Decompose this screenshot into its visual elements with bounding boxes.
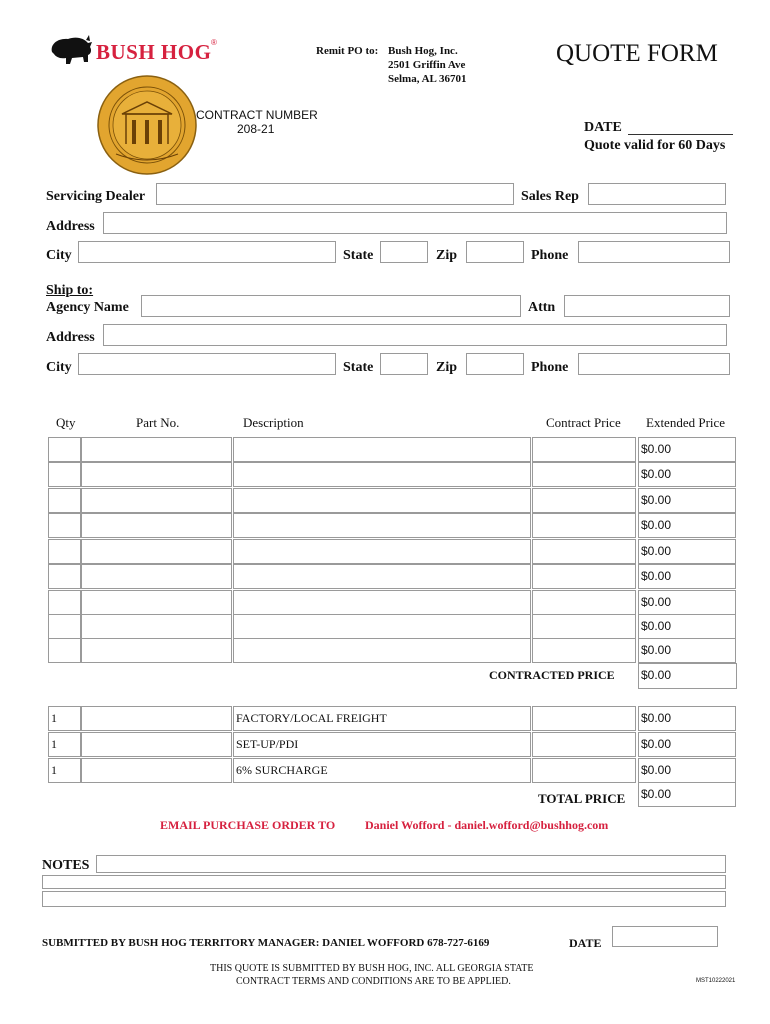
description-cell[interactable] <box>233 614 531 639</box>
description-cell[interactable] <box>233 590 531 615</box>
contract-number: 208-21 <box>237 122 275 136</box>
contract-price-cell[interactable] <box>532 564 636 589</box>
description-cell[interactable] <box>233 513 531 538</box>
sales-rep-field[interactable] <box>588 183 726 205</box>
agency-name-label: Agency Name <box>46 300 129 315</box>
contract-label: CONTRACT NUMBER <box>196 108 318 122</box>
extra-contract-price-cell[interactable] <box>532 732 636 757</box>
footer-line2: CONTRACT TERMS AND CONDITIONS ARE TO BE APPLIED. <box>236 976 511 987</box>
part-no-cell[interactable] <box>81 488 232 513</box>
quote-valid-text: Quote valid for 60 Days <box>584 138 726 153</box>
remit-line1: Bush Hog, Inc. <box>388 45 458 57</box>
georgia-seal-icon <box>96 74 198 176</box>
part-no-header: Part No. <box>136 415 180 430</box>
remit-line3: Selma, AL 36701 <box>388 73 467 85</box>
extended-price-cell[interactable]: $0.00 <box>638 638 736 663</box>
registered-mark: ® <box>211 38 217 47</box>
extra-part-no-cell[interactable] <box>81 758 232 783</box>
ship-address-field[interactable] <box>103 324 727 346</box>
part-no-cell[interactable] <box>81 564 232 589</box>
ship-city-label: City <box>46 360 72 375</box>
extended-price-cell[interactable]: $0.00 <box>638 488 736 513</box>
notes-field-line2[interactable] <box>42 875 726 889</box>
attn-field[interactable] <box>564 295 730 317</box>
notes-field-line3[interactable] <box>42 891 726 907</box>
ship-city-field[interactable] <box>78 353 336 375</box>
dealer-zip-field[interactable] <box>466 241 524 263</box>
attn-label: Attn <box>528 300 556 315</box>
extra-part-no-cell[interactable] <box>81 706 232 731</box>
brand-name: BUSH HOG <box>96 40 212 64</box>
extra-contract-price-cell[interactable] <box>532 706 636 731</box>
extended-price-header: Extended Price <box>646 415 726 430</box>
qty-header: Qty <box>56 415 76 430</box>
bush-hog-logo <box>48 32 228 72</box>
total-price-label: TOTAL PRICE <box>538 791 626 806</box>
extra-description-cell[interactable]: SET-UP/PDI <box>233 732 531 757</box>
part-no-cell[interactable] <box>81 614 232 639</box>
dealer-address-label: Address <box>46 219 95 234</box>
extra-value-cell[interactable]: $0.00 <box>638 758 736 783</box>
dealer-address-field[interactable] <box>103 212 727 234</box>
description-header: Description <box>243 415 304 430</box>
description-cell[interactable] <box>233 488 531 513</box>
qty-cell[interactable] <box>48 488 81 513</box>
part-no-cell[interactable] <box>81 590 232 615</box>
description-cell[interactable] <box>233 564 531 589</box>
qty-cell[interactable] <box>48 513 81 538</box>
dealer-city-label: City <box>46 248 72 263</box>
extended-price-cell[interactable]: $0.00 <box>638 590 736 615</box>
part-no-cell[interactable] <box>81 437 232 462</box>
contract-price-cell[interactable] <box>532 513 636 538</box>
extended-price-cell[interactable]: $0.00 <box>638 513 736 538</box>
extended-price-cell[interactable]: $0.00 <box>638 462 736 487</box>
dealer-phone-field[interactable] <box>578 241 730 263</box>
extra-value-cell[interactable]: $0.00 <box>638 732 736 757</box>
dealer-state-field[interactable] <box>380 241 428 263</box>
qty-cell[interactable] <box>48 462 81 487</box>
qty-cell[interactable] <box>48 539 81 564</box>
extra-qty-cell[interactable]: 1 <box>48 732 81 757</box>
part-no-cell[interactable] <box>81 462 232 487</box>
part-no-cell[interactable] <box>81 539 232 564</box>
extra-description-cell[interactable]: 6% SURCHARGE <box>233 758 531 783</box>
extra-part-no-cell[interactable] <box>81 732 232 757</box>
extra-contract-price-cell[interactable] <box>532 758 636 783</box>
contract-price-header: Contract Price <box>546 415 621 430</box>
submitted-date-field[interactable] <box>612 926 718 947</box>
ship-phone-label: Phone <box>531 360 569 375</box>
extended-price-cell[interactable]: $0.00 <box>638 437 736 462</box>
ship-zip-field[interactable] <box>466 353 524 375</box>
remit-line2: 2501 Griffin Ave <box>388 59 466 71</box>
description-cell[interactable] <box>233 638 531 663</box>
extended-price-cell[interactable]: $0.00 <box>638 539 736 564</box>
notes-field-line1[interactable] <box>96 855 726 873</box>
contract-price-cell[interactable] <box>532 590 636 615</box>
ship-state-field[interactable] <box>380 353 428 375</box>
contracted-price-value[interactable]: $0.00 <box>638 663 737 689</box>
date-label: DATE <box>584 120 622 135</box>
ship-state-label: State <box>343 360 374 375</box>
contract-price-cell[interactable] <box>532 614 636 639</box>
qty-cell[interactable] <box>48 614 81 639</box>
agency-name-field[interactable] <box>141 295 521 317</box>
email-po-label: EMAIL PURCHASE ORDER TO <box>160 818 336 832</box>
extra-value-cell[interactable]: $0.00 <box>638 706 736 731</box>
qty-cell[interactable] <box>48 638 81 663</box>
extra-qty-cell[interactable]: 1 <box>48 758 81 783</box>
contract-price-cell[interactable] <box>532 539 636 564</box>
part-no-cell[interactable] <box>81 638 232 663</box>
qty-cell[interactable] <box>48 437 81 462</box>
servicing-dealer-label: Servicing Dealer <box>46 189 146 204</box>
sales-rep-label: Sales Rep <box>521 189 579 204</box>
contracted-price-label: CONTRACTED PRICE <box>489 668 615 682</box>
submitted-date-label: DATE <box>569 936 602 950</box>
ship-zip-label: Zip <box>436 360 458 375</box>
ship-phone-field[interactable] <box>578 353 730 375</box>
contract-price-cell[interactable] <box>532 462 636 487</box>
dealer-city-field[interactable] <box>78 241 336 263</box>
description-cell[interactable] <box>233 539 531 564</box>
dealer-state-label: State <box>343 248 374 263</box>
total-price-value[interactable]: $0.00 <box>638 782 736 807</box>
qty-cell[interactable] <box>48 564 81 589</box>
dealer-zip-label: Zip <box>436 248 458 263</box>
hog-icon <box>48 32 94 70</box>
remit-block <box>316 44 467 85</box>
contract-price-cell[interactable] <box>532 638 636 663</box>
email-contact[interactable]: Daniel Wofford - daniel.wofford@bushhog.com <box>365 818 609 832</box>
extended-price-cell[interactable]: $0.00 <box>638 614 736 639</box>
date-field[interactable] <box>628 117 733 135</box>
form-title: QUOTE FORM <box>556 40 718 67</box>
notes-label: NOTES <box>42 858 90 873</box>
remit-label: Remit PO to: <box>316 45 379 57</box>
footer-line1: THIS QUOTE IS SUBMITTED BY BUSH HOG, INC. ALL GEORGIA STATE <box>210 963 534 974</box>
contract-price-cell[interactable] <box>532 437 636 462</box>
extended-price-cell[interactable]: $0.00 <box>638 564 736 589</box>
part-no-cell[interactable] <box>81 513 232 538</box>
ship-to-heading: Ship to: <box>46 283 94 298</box>
extra-description-cell[interactable]: FACTORY/LOCAL FREIGHT <box>233 706 531 731</box>
form-code: MST10222021 <box>696 978 736 984</box>
description-cell[interactable] <box>233 462 531 487</box>
ship-address-label: Address <box>46 330 95 345</box>
servicing-dealer-field[interactable] <box>156 183 514 205</box>
dealer-phone-label: Phone <box>531 248 569 263</box>
extra-qty-cell[interactable]: 1 <box>48 706 81 731</box>
description-cell[interactable] <box>233 437 531 462</box>
qty-cell[interactable] <box>48 590 81 615</box>
submitted-by-label: SUBMITTED BY BUSH HOG TERRITORY MANAGER: DANIEL WOFFORD 678-727-6169 <box>42 937 490 949</box>
contract-price-cell[interactable] <box>532 488 636 513</box>
